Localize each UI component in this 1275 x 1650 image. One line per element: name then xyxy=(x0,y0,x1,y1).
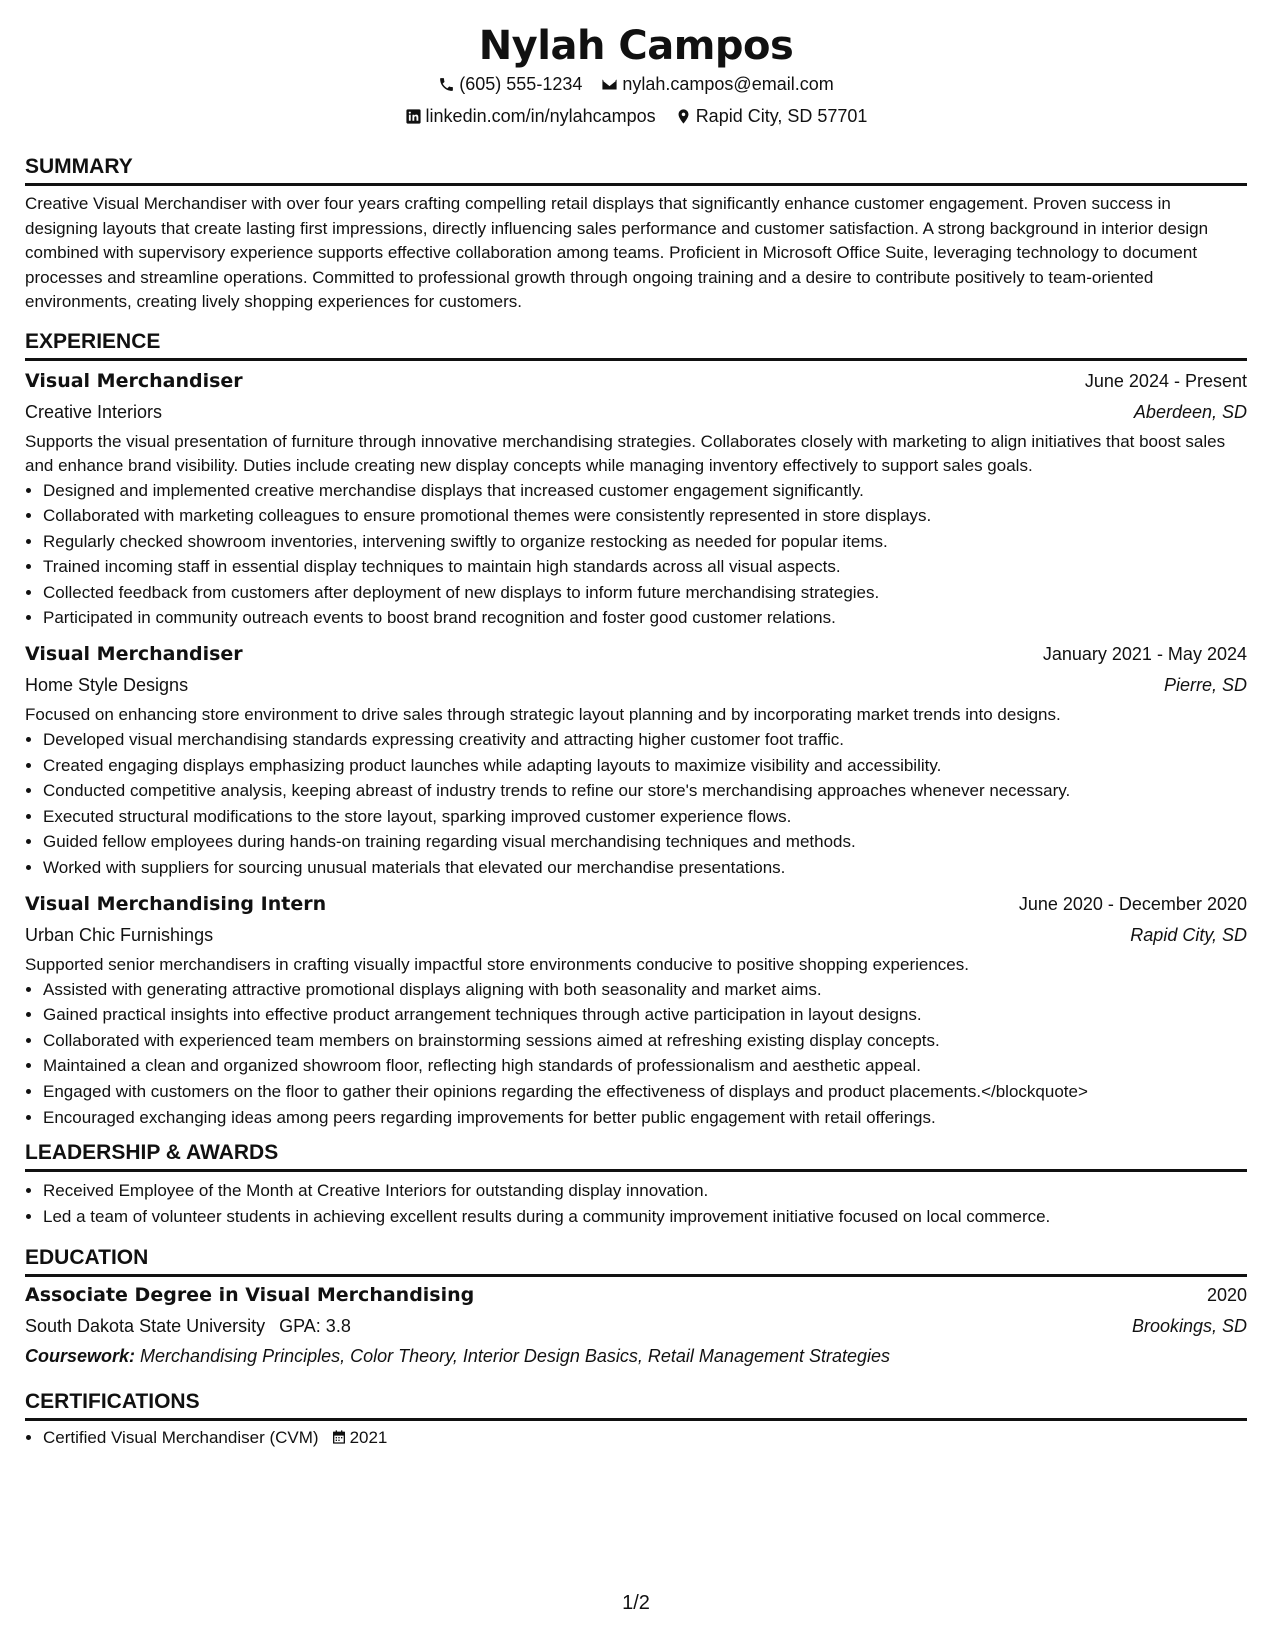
email-address[interactable]: nylah.campos@email.com xyxy=(622,74,834,94)
job-description: Supports the visual presentation of furniture through innovative merchandising strategies. Collaborates closely with marketing to align initiatives that boost sales and enhance brand visibility. Duties include creating new display concepts while managing inventory effectively to support sales goals. xyxy=(25,431,1226,475)
list-item: • Gained practical insights into effective product arrangement techniques through active participation in layout designs. xyxy=(43,1002,1247,1028)
school-location: Brookings, SD xyxy=(1131,1316,1247,1337)
coursework-line xyxy=(25,1341,1247,1371)
job-description: Focused on enhancing store environment to drive sales through strategic layout planning and by incorporating market trends into designs. xyxy=(25,705,1061,725)
list-item: • Executed structural modifications to the store layout, sparking improved customer experience flows. xyxy=(43,804,1247,830)
certifications-section xyxy=(25,1389,1247,1453)
job-title: Visual Merchandiser xyxy=(25,643,243,666)
candidate-name: Nylah Campos xyxy=(478,23,794,69)
company-name: Creative Interiors xyxy=(25,401,163,422)
certification-name: Certified Visual Merchandiser (CVM) xyxy=(43,1428,319,1448)
section-title-education: EDUCATION xyxy=(25,1245,1247,1277)
list-item: • Maintained a clean and organized showroom floor, reflecting high standards of professionalism and aesthetic appeal. xyxy=(43,1053,1247,1079)
company-name: Urban Chic Furnishings xyxy=(25,924,214,945)
list-item: • Created engaging displays emphasizing product launches while adapting layouts to maximize visibility and accessibility. xyxy=(43,753,1247,779)
list-item: • Developed visual merchandising standards expressing creativity and attracting higher customer foot traffic. xyxy=(43,727,1247,753)
list-item: • Collaborated with experienced team members on brainstorming sessions aimed at refreshing existing display concepts. xyxy=(43,1028,1247,1054)
company-name: Home Style Designs xyxy=(25,675,189,696)
linkedin-contact[interactable] xyxy=(405,104,656,128)
job-title: Visual Merchandiser xyxy=(25,369,243,392)
resume-page xyxy=(25,20,1247,1614)
linkedin-url[interactable]: linkedin.com/in/nylahcampos xyxy=(425,106,656,126)
job-entry xyxy=(25,889,1247,1131)
school-line xyxy=(25,1311,351,1341)
section-title-leadership: LEADERSHIP & AWARDS xyxy=(25,1140,1247,1172)
list-item: • Collected feedback from customers after deployment of new displays to inform future merchandising strategies. xyxy=(43,580,1247,606)
education-section xyxy=(25,1245,1247,1371)
list-item: • Assisted with generating attractive promotional displays aligning with both seasonality and market aims. xyxy=(43,977,1247,1003)
contact-row-1 xyxy=(25,72,1247,104)
list-item: • Engaged with customers on the floor to gather their opinions regarding the effectiveness of displays and product placements.</blockquote> xyxy=(43,1079,1247,1105)
list-item: • Encouraged exchanging ideas among peers regarding improvements for better public engagement with retail offerings. xyxy=(43,1105,1247,1131)
list-item: • Designed and implemented creative merchandise displays that increased customer engagement significantly. xyxy=(43,478,1247,504)
job-bullets xyxy=(25,727,1247,881)
experience-section xyxy=(25,329,1247,1131)
job-description: Supported senior merchandisers in crafting visually impactful store environments conducive to positive shopping experiences. xyxy=(25,954,969,974)
contact-row-2 xyxy=(25,104,1247,136)
degree-title: Associate Degree in Visual Merchandising xyxy=(25,1284,475,1307)
envelope-icon xyxy=(601,76,618,93)
job-dates: June 2020 - December 2020 xyxy=(1018,893,1247,914)
page-number: 1/2 xyxy=(622,1592,650,1614)
job-location: Aberdeen, SD xyxy=(1133,401,1247,422)
linkedin-icon xyxy=(405,108,422,125)
location-text: Rapid City, SD 57701 xyxy=(695,106,868,126)
list-item: • Received Employee of the Month at Creative Interiors for outstanding display innovation. xyxy=(43,1178,1247,1204)
section-title-summary: SUMMARY xyxy=(25,154,1247,186)
list-item: • Collaborated with marketing colleagues to ensure promotional themes were consistently represented in store displays. xyxy=(43,503,1247,529)
gpa: GPA: 3.8 xyxy=(279,1316,351,1337)
list-item: • Led a team of volunteer students in achieving excellent results during a community improvement initiative focused on local commerce. xyxy=(43,1204,1247,1230)
list-item xyxy=(43,1425,1247,1453)
job-dates: January 2021 - May 2024 xyxy=(1042,644,1247,665)
certification-list xyxy=(25,1425,1247,1453)
summary-text: Creative Visual Merchandiser with over four years crafting compelling retail displays that significantly enhance customer engagement. Proven success in designing layouts that create lasting first impressions, directly influencing sales performance and customer satisfaction. A strong background in interior design combined with supervisory experience supports effective collaboration among teams. Proficient in Microsoft Office Suite, leveraging technology to document processes and streamline operations. Committed to professional growth through ongoing training and a desire to contribute positively to team-oriented environments, creating lively shopping experiences for customers. xyxy=(25,194,1209,311)
calendar-icon xyxy=(331,1427,347,1453)
list-item: • Participated in community outreach events to boost brand recognition and foster good customer relations. xyxy=(43,605,1247,631)
list-item: • Conducted competitive analysis, keeping abreast of industry trends to refine our store's merchandising approaches whenever necessary. xyxy=(43,778,1247,804)
job-location: Pierre, SD xyxy=(1163,675,1247,696)
section-title-certifications: CERTIFICATIONS xyxy=(25,1389,1247,1421)
coursework-list: Merchandising Principles, Color Theory, Interior Design Basics, Retail Management Strategies xyxy=(140,1346,891,1367)
school-name: South Dakota State University xyxy=(25,1316,266,1337)
list-item: • Guided fellow employees during hands-on training regarding visual merchandising techniques and methods. xyxy=(43,829,1247,855)
leadership-bullets xyxy=(25,1178,1247,1229)
graduation-year: 2020 xyxy=(1206,1285,1247,1306)
certification-year: 2021 xyxy=(349,1428,388,1448)
job-bullets xyxy=(25,478,1247,632)
job-bullets xyxy=(25,977,1247,1131)
map-pin-icon xyxy=(675,108,692,125)
list-item: • Regularly checked showroom inventories, intervening swiftly to organize restocking as needed for popular items. xyxy=(43,529,1247,555)
job-title: Visual Merchandising Intern xyxy=(25,892,327,915)
summary-section xyxy=(25,154,1247,315)
job-entry xyxy=(25,366,1247,632)
coursework-label: Coursework: xyxy=(25,1346,136,1367)
location-contact xyxy=(675,104,868,128)
job-location: Rapid City, SD xyxy=(1130,924,1247,945)
phone-icon xyxy=(438,76,455,93)
education-entry xyxy=(25,1280,1247,1371)
job-dates: June 2024 - Present xyxy=(1084,370,1247,391)
job-entry xyxy=(25,639,1247,881)
email-contact[interactable] xyxy=(601,72,833,96)
list-item: • Worked with suppliers for sourcing unusual materials that elevated our merchandise presentations. xyxy=(43,855,1247,881)
leadership-section xyxy=(25,1140,1247,1229)
phone-number: (605) 555-1234 xyxy=(459,74,583,94)
phone-contact xyxy=(438,72,582,96)
section-title-experience: EXPERIENCE xyxy=(25,329,1247,361)
list-item: • Trained incoming staff in essential display techniques to maintain high standards across all visual aspects. xyxy=(43,554,1247,580)
